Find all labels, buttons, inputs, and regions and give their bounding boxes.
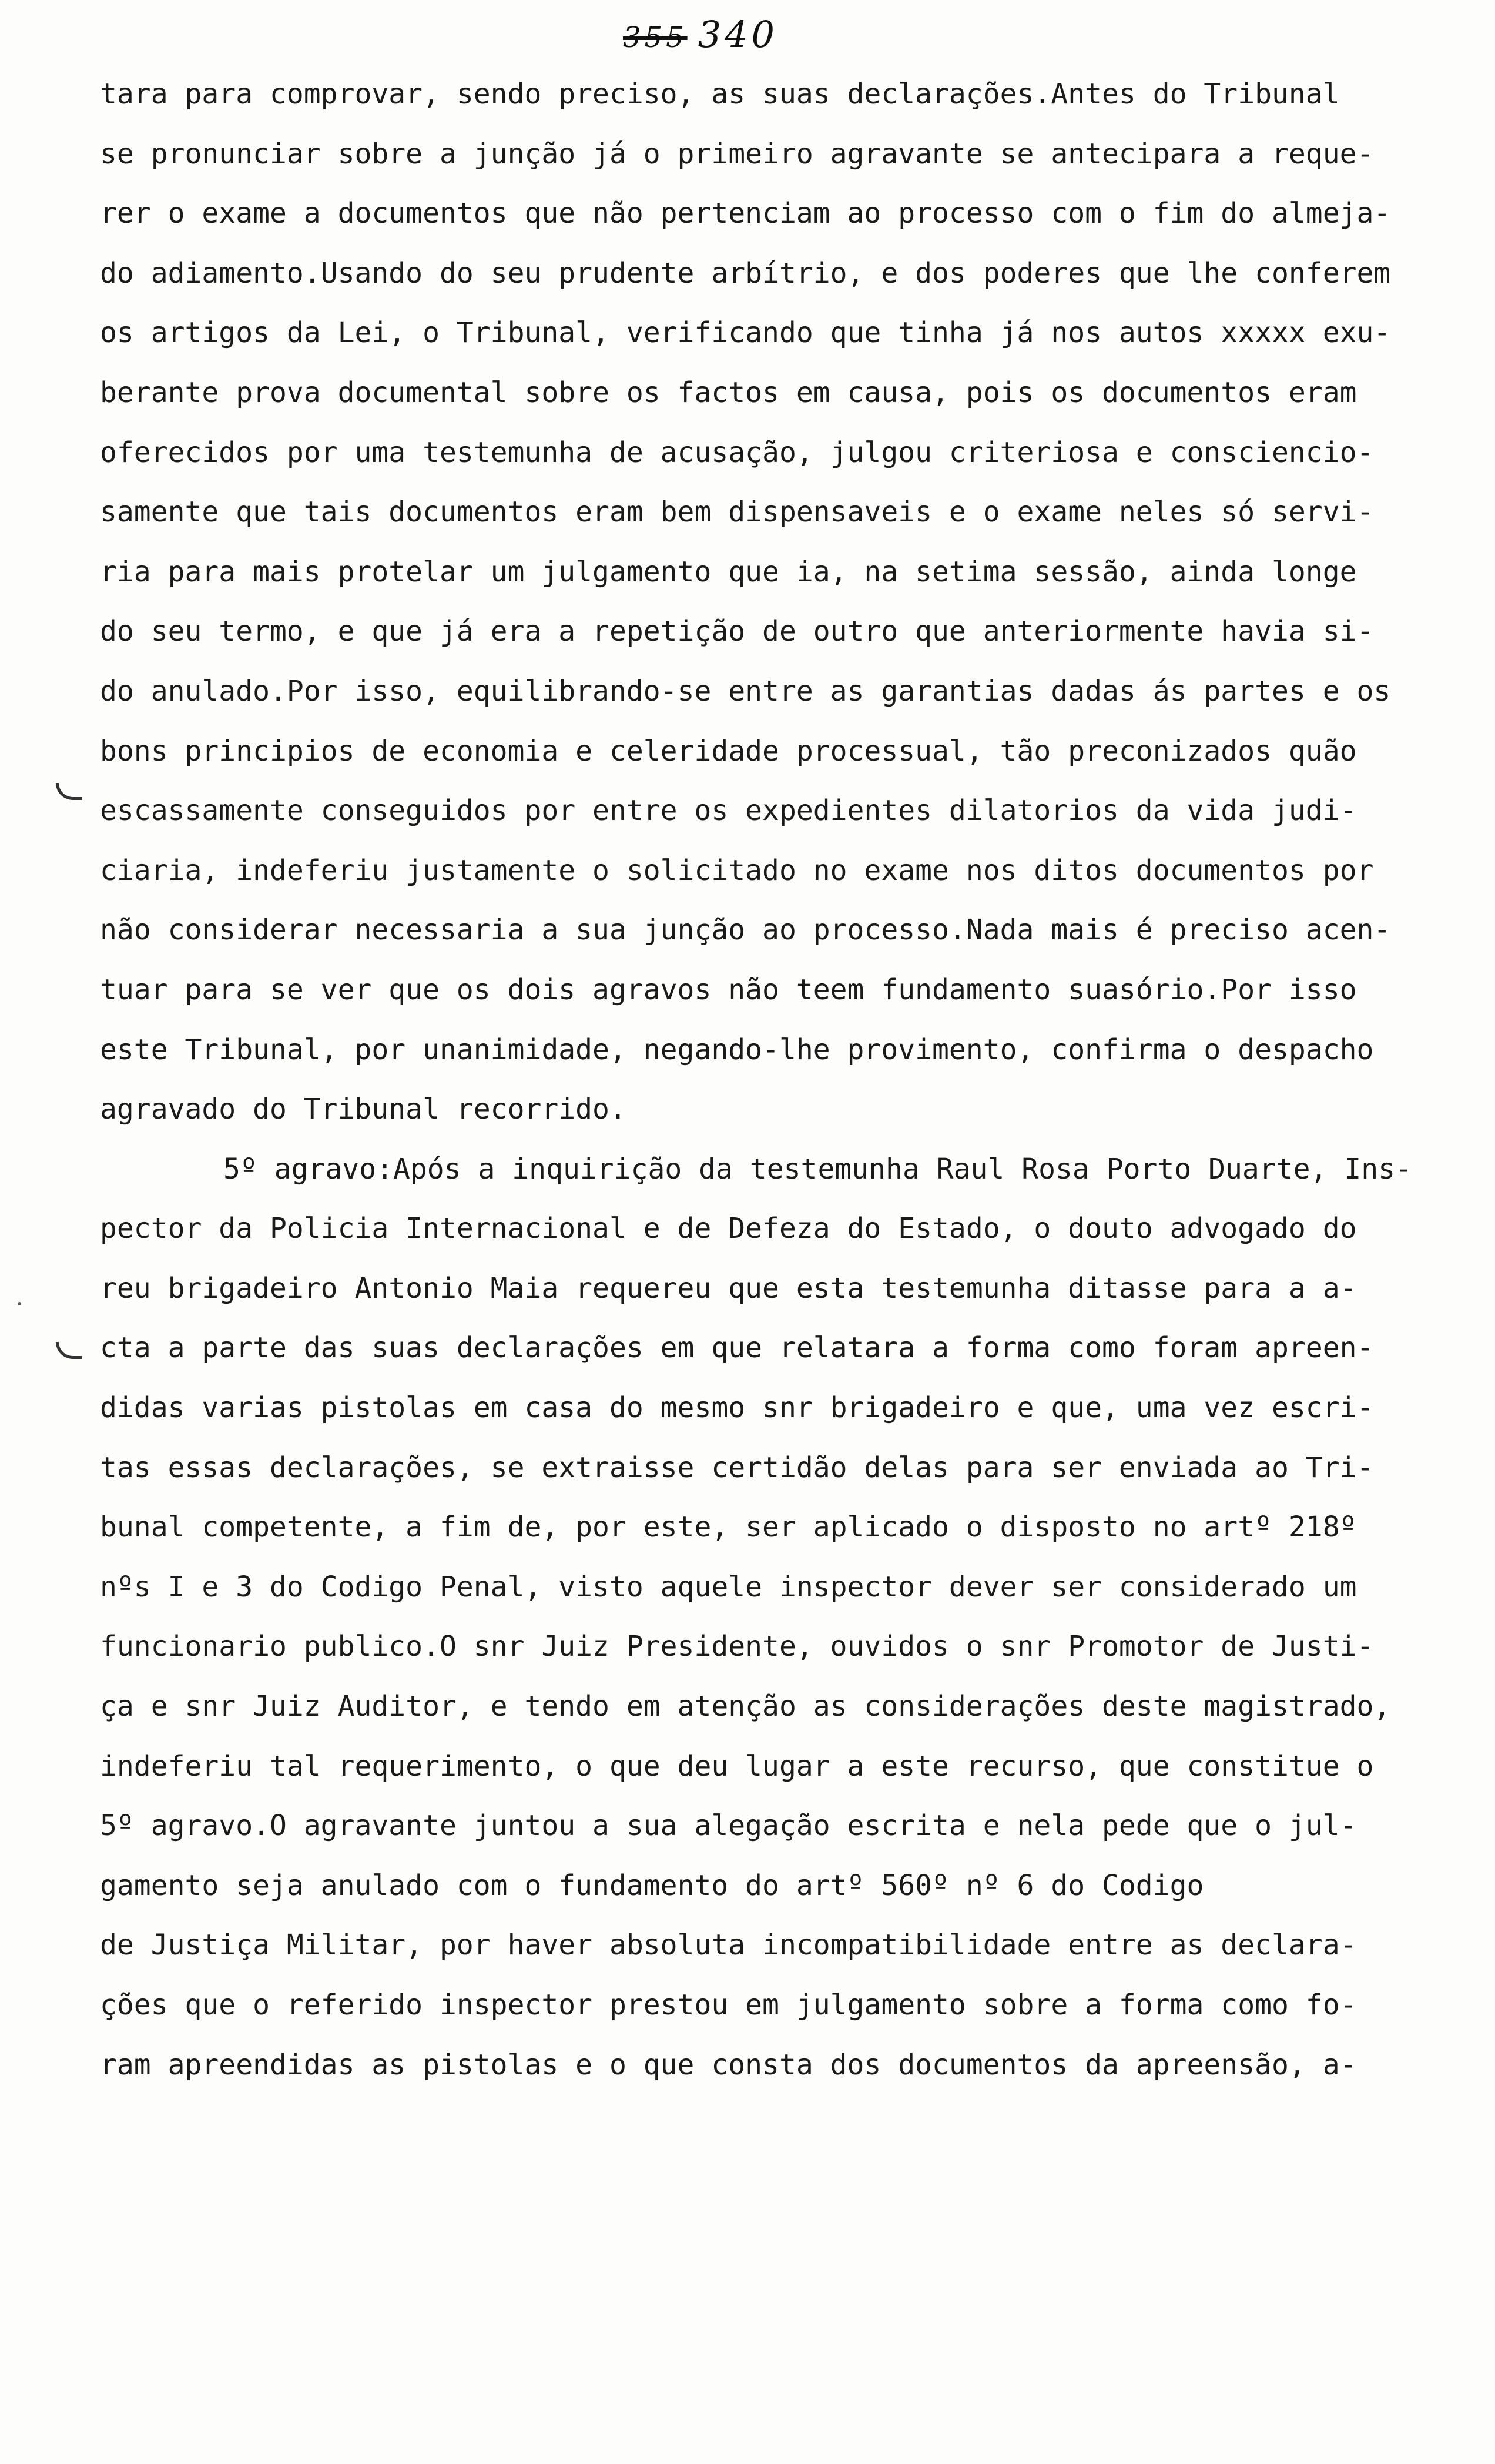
text-line: 5º agravo.O agravante juntou a sua alegação escrita e nela pede que o jul- (100, 1809, 1357, 1843)
margin-mark (56, 783, 82, 800)
text-line: nºs I e 3 do Codigo Penal, visto aquele inspector dever ser considerado um (100, 1570, 1357, 1603)
text-line: escassamente conseguidos por entre os expedientes dilatorios da vida judi- (100, 794, 1357, 828)
text-line: do seu termo, e que já era a repetição de outro que anteriormente havia si- (100, 615, 1374, 648)
text-line: berante prova documental sobre os factos em causa, pois os documentos eram (100, 376, 1357, 409)
text-line: indeferiu tal requerimento, o que deu lugar a este recurso, que constitue o (100, 1749, 1374, 1783)
text-line: os artigos da Lei, o Tribunal, verificando que tinha já nos autos xxxxx exu- (100, 316, 1391, 350)
text-line: de Justiça Militar, por haver absoluta incompatibilidade entre as declara- (100, 1929, 1357, 1962)
text-line: ciaria, indeferiu justamente o solicitado no exame nos ditos documentos por (100, 853, 1374, 887)
text-line: tas essas declarações, se extraisse certidão delas para ser enviada ao Tri- (100, 1451, 1374, 1484)
current-page-number: 340 (698, 13, 778, 56)
text-line: 5º agravo:Após a inquirição da testemunha Raul Rosa Porto Duarte, Ins- (223, 1152, 1412, 1186)
paragraph-5th-agravo (100, 1140, 1487, 2095)
text-line: funcionario publico.O snr Juiz Presidente, ouvidos o snr Promotor de Justi- (100, 1630, 1374, 1663)
text-line: bunal competente, a fim de, por este, ser aplicado o disposto no artº 218º (100, 1511, 1357, 1544)
text-line: este Tribunal, por unanimidade, negando-lhe provimento, confirma o despacho (100, 1033, 1374, 1066)
page-number (623, 13, 778, 56)
text-line: bons principios de economia e celeridade processual, tão preconizados quão (100, 734, 1357, 768)
text-line: do adiamento.Usando do seu prudente arbítrio, e dos poderes que lhe conferem (100, 256, 1391, 290)
text-line: não considerar necessaria a sua junção ao processo.Nada mais é preciso acen- (100, 913, 1391, 947)
text-line: pector da Policia Internacional e de Defeza do Estado, o douto advogado do (100, 1212, 1357, 1246)
text-line: do anulado.Por isso, equilibrando-se entre as garantias dadas ás partes e os (100, 674, 1391, 708)
text-line: se pronunciar sobre a junção já o primeiro agravante se antecipara a reque- (100, 137, 1374, 170)
text-line: reu brigadeiro Antonio Maia requereu que esta testemunha ditasse para a a- (100, 1271, 1357, 1305)
paragraph-agravos-1-4-conclusion (100, 65, 1487, 1140)
text-line: samente que tais documentos eram bem dispensaveis e o exame neles só servi- (100, 496, 1374, 529)
text-line: didas varias pistolas em casa do mesmo snr brigadeiro e que, uma vez escri- (100, 1391, 1374, 1425)
text-line: agravado do Tribunal recorrido. (100, 1093, 626, 1126)
struck-page-number: 355 (623, 21, 688, 54)
text-line: rer o exame a documentos que não pertenciam ao processo com o fim do almeja- (100, 197, 1391, 230)
text-line: ça e snr Juiz Auditor, e tendo em atenção as considerações deste magistrado, (100, 1690, 1391, 1723)
margin-mark (56, 1342, 82, 1359)
text-line: cta a parte das suas declarações em que relatara a forma como foram apreen- (100, 1331, 1374, 1365)
text-line: ções que o referido inspector prestou em julgamento sobre a forma como fo- (100, 1988, 1357, 2021)
text-line: gamento seja anulado com o fundamento do artº 560º nº 6 do Codigo (100, 1869, 1204, 1902)
text-line: tuar para se ver que os dois agravos não teem fundamento suasório.Por isso (100, 973, 1357, 1006)
text-line: ria para mais protelar um julgamento que ia, na setima sessão, ainda longe (100, 555, 1357, 588)
document-body (100, 65, 1487, 2095)
margin-dot (18, 1302, 21, 1305)
text-line: ram apreendidas as pistolas e o que consta dos documentos da apreensão, a- (100, 2048, 1357, 2081)
text-line: oferecidos por uma testemunha de acusação, julgou criteriosa e consciencio- (100, 436, 1374, 469)
text-line: tara para comprovar, sendo preciso, as suas declarações.Antes do Tribunal (100, 78, 1340, 111)
